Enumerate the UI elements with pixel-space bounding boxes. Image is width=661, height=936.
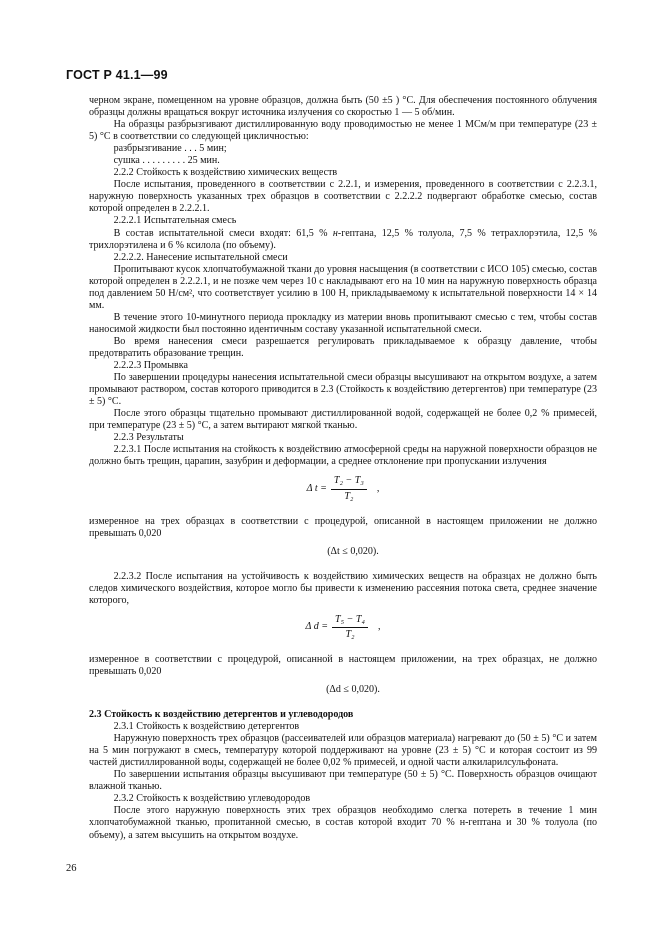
paragraph: В течение этого 10-минутного периода прокладку из материи вновь пропитывают смесью с тем, чтобы состав наносимой жидкости был постоянно идентичным составу указанной испытательной смеси. xyxy=(89,311,597,335)
formula-denominator: T₂ xyxy=(344,490,354,502)
list-item: разбрызгивание . . . 5 мин; xyxy=(113,143,227,155)
section-heading: 2.2.2.2. Нанесение испытательной смеси xyxy=(113,251,288,263)
formula-numerator: T₂ − T₃ xyxy=(331,475,367,489)
paragraph: измеренное на трех образцах в соответствии с процедурой, описанной в настоящем приложении не должно превышать 0,020 xyxy=(89,515,597,539)
formula-delta-t xyxy=(89,475,597,502)
paragraph: После этого образцы тщательно промывают дистиллированной водой, содержащей не более 0,2 % примесей, при температуре (23 ± 5) °С, а затем вытирают мягкой тканью. xyxy=(89,408,597,432)
formula-tail: , xyxy=(378,621,381,633)
paragraph: измеренное в соответствии с процедурой, описанной в настоящем приложении, на трех образцах, не должно превышать 0,020 xyxy=(89,653,597,677)
paragraph: 2.2.3.1 После испытания на стойкость к воздействию атмосферной среды на наружной поверхности образцов не должно быть трещин, царапин, зазубрин и деформации, а среднее отклонение при пропускании излучения xyxy=(89,444,597,468)
formula-lhs: Δ d = xyxy=(305,621,329,633)
condition: (Δt ≤ 0,020). xyxy=(327,545,379,557)
italic-prefix: н xyxy=(332,227,338,239)
paragraph: По завершении процедуры нанесения испытательной смеси образцы высушивают на открытом воздухе, а затем промывают раствором, состав которого приводится в 2.3 (Стойкость к воздействию детергентов) при температуре (23 ± 5) °С. xyxy=(89,372,597,408)
formula-denominator: T₂ xyxy=(345,628,355,640)
document-body xyxy=(89,95,597,842)
list-item: сушка . . . . . . . . . 25 мин. xyxy=(113,155,220,167)
document-header: ГОСТ Р 41.1—99 xyxy=(66,68,168,82)
section-heading: 2.3.1 Стойкость к воздействию детергентов xyxy=(113,721,300,733)
formula-fraction xyxy=(332,614,368,641)
section-heading-bold: 2.3 Стойкость к воздействию детергентов и углеводородов xyxy=(89,709,354,721)
formula-numerator: T₅ − T₄ xyxy=(332,614,368,628)
paragraph: По завершении испытания образцы высушивают при температуре (50 ± 5) °С. Поверхность образцов очищают влажной тканью. xyxy=(89,769,597,793)
paragraph: Во время нанесения смеси разрешается регулировать прикладываемое к образцу давление, чтобы предотвратить образование трещин. xyxy=(89,335,597,359)
paragraph-part: В состав испытательной смеси входят: 61,5 % xyxy=(113,227,328,239)
page-number: 26 xyxy=(66,863,77,874)
section-heading: 2.2.2 Стойкость к воздействию химических веществ xyxy=(113,167,338,179)
paragraph: Наружную поверхность трех образцов (рассеивателей или образцов материала) нагревают до (50 ± 5) °С и затем на 5 мин погружают в смесь, температуру которой поддерживают на уровне (23 ± 5) °С и которая состоит из 99 частей дистиллированной воды, содержащей не более 0,02 % примесей, и одной части алкиларилсульфоната. xyxy=(89,733,597,769)
formula-lhs: Δ t = xyxy=(306,482,327,494)
section-heading: 2.2.2.3 Промывка xyxy=(113,360,188,372)
formula-fraction xyxy=(331,475,367,502)
formula-delta-d xyxy=(89,614,597,641)
section-heading: 2.3.2 Стойкость к воздействию углеводородов xyxy=(113,793,311,805)
paragraph: черном экране, помещенном на уровне образцов, должна быть (50 ±5 ) °С. Для обеспечения постоянного облучения образцы должны вращаться вокруг источника излучения со скоростью 1 — 5 об/мин. xyxy=(89,95,597,119)
formula-tail: , xyxy=(376,482,380,494)
section-heading: 2.2.3 Результаты xyxy=(113,432,184,444)
paragraph: На образцы разбрызгивают дистиллированную воду проводимостью не менее 1 МСм/м при температуре (23 ± 5) °С в соответствии со следующей цикличностью: xyxy=(89,119,597,143)
section-heading: 2.2.2.1 Испытательная смесь xyxy=(113,215,237,227)
paragraph: Пропитывают кусок хлопчатобумажной ткани до уровня насыщения (в соответствии с ИСО 105) смесью, состав которой определен в 2.2.2.1, и не позже чем через 10 с накладывают его на 10 мин на наружную поверхность образца под давлением 50 Н/см², что соответствует усилию в 100 Н, прикладываемому к испытательной поверхности 14 × 14 мм. xyxy=(89,263,597,311)
paragraph xyxy=(89,228,597,252)
paragraph: После испытания, проведенного в соответствии с 2.2.1, и измерения, проведенного в соответствии с 2.2.3.1, наружную поверхность указанных трех образцов в соответствии с 2.2.2.2 подвергают обработке смесью, состав которой определен в 2.2.2.1. xyxy=(89,179,597,215)
condition: (Δd ≤ 0,020). xyxy=(326,684,380,696)
paragraph-part: -гептана, 12,5 % толуола, 7,5 % тетрахлорэтила, 12,5 % трихлорэтилена и 6 % ксилола (по объему). xyxy=(89,227,597,251)
paragraph: 2.2.3.2 После испытания на устойчивость к воздействию химических веществ на образцах не должно быть следов химического воздействия, которое могло бы привести к изменению рассеяния потока света, среднее значение которого, xyxy=(89,570,597,606)
paragraph: После этого наружную поверхность этих трех образцов необходимо слегка потереть в течение 1 мин хлопчатобумажной тканью, пропитанной смесью, в состав которой входит 70 % н-гептана и 30 % толуола (по объему), а затем высушить на открытом воздухе. xyxy=(89,805,597,841)
